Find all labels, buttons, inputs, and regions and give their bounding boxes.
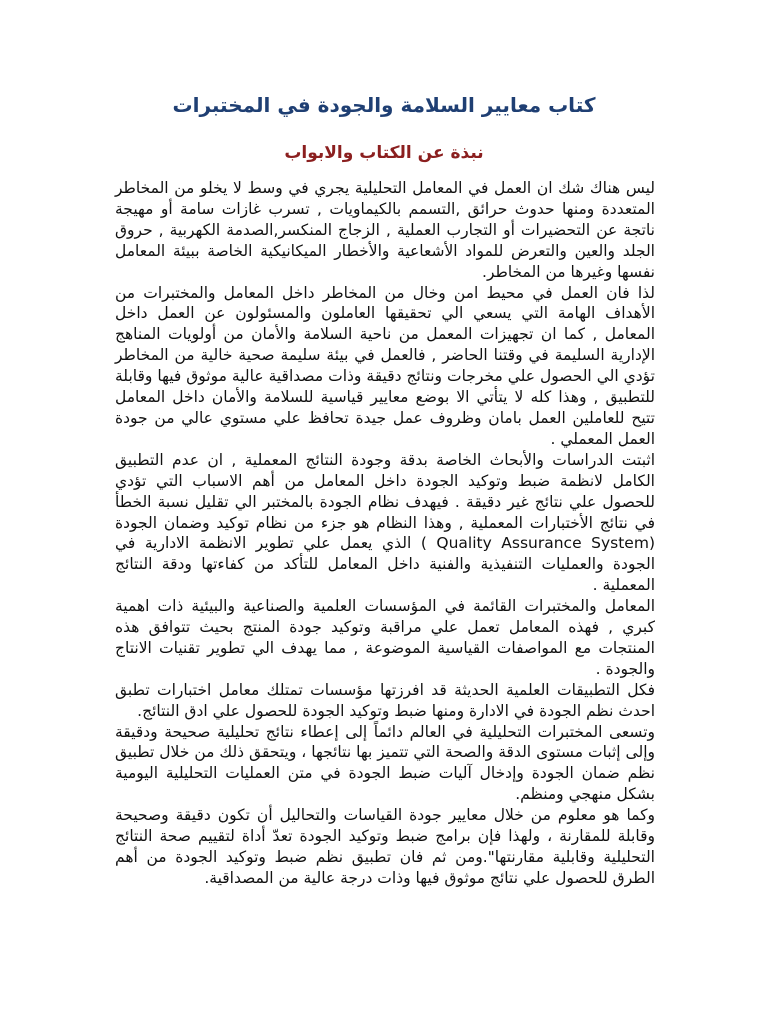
section-heading: نبذة عن الكتاب والابواب xyxy=(284,143,484,163)
paragraph-labs-importance: المعامل والمختبرات القائمة في المؤسسات العلمية والصناعية والبيئية ذات اهمية كبري , فهذه المعامل تعمل علي مراقبة وتوكيد جودة المنتج بحيث تتوافق هذه المنتجات مع المواصفات القياسية الموضوعة , مما يهدف الي تطوير تقنيات الانتاج والجودة . xyxy=(115,597,655,678)
document-title: كتاب معايير السلامة والجودة في المختبرات xyxy=(172,93,596,117)
paragraph-intro: ليس هناك شك ان العمل في المعامل التحليلية يجري في وسط لا يخلو من المخاطر المتعددة ومنها حدوث حرائق ,التسمم بالكيماويات , تسرب غازات سامة أو مهيجة ناتجة عن التحضيرات أو التجارب العملية , الزجاج المنكسر,الصدمة الكهربية , حروق الجلد والعين والتعرض للمواد الأشعاعية والأخطار الميكانيكية الخاصة ببيئة المعامل نفسها وغيرها من المخاطر. xyxy=(115,179,655,281)
document-body xyxy=(115,178,655,889)
paragraph-quality-system: اثبتت الدراسات والأبحاث الخاصة بدقة وجودة النتائج المعملية , ان عدم التطبيق الكامل لانظمة ضبط وتوكيد الجودة داخل المعامل من أهم الاسباب التي تؤدي للحصول علي نتائج غير دقيقة . فيهدف نظام الجودة بالمختبر الي تقليل نسبة الخطأ في نتائج الأختبارات المعملية , وهذا النظام هو جزء من نظام توكيد وضمان الجودة (Quality Assurance System ) الذي يعمل علي تطوير الانظمة الادارية في الجودة والعمليات التنفيذية والفنية داخل المعامل للتأكد من كفاءتها ودقة النتائج المعملية . xyxy=(115,450,655,595)
paragraph-conclusion: وكما هو معلوم من خلال معايير جودة القياسات والتحاليل أن تكون دقيقة وصحيحة وقابلة للمقارنة ، ولهذا فإن برامج ضبط وتوكيد الجودة تعدّ أداة لتقييم صحة النتائج التحليلية وقابلية مقارنتها".ومن ثم فان تطبيق نظم ضبط وتوكيد الجودة من أهم الطرق للحصول علي نتائج موثوق فيها وذات درجة عالية من المصداقية. xyxy=(115,806,655,887)
paragraph-applications: فكل التطبيقات العلمية الحديثة قد افرزتها مؤسسات تمتلك معامل اختبارات تطبق احدث نظم الجودة في الادارة ومنها ضبط وتوكيد الجودة للحصول علي ادق النتائج. xyxy=(115,680,655,720)
paragraph-safety: لذا فان العمل في محيط امن وخال من المخاطر داخل المعامل والمختبرات من الأهداف الهامة التي يسعي الي تحقيقها العاملون والمسئولون عن العمل داخل المعامل , كما ان تجهيزات المعمل من ناحية السلامة والأمان من أولويات المناهج الإدارية السليمة في وقتنا الحاضر , فالعمل في بيئة سليمة صحية خالية من المخاطر تؤدي الي الحصول علي مخرجات ونتائج دقيقة وذات مصداقية عالية موثوق فيها وقابلة للتطبيق , وهذا كله لا يتأتي الا بوضع معايير قياسية للسلامة والأمان داخل المعامل تتيح للعاملين العمل بامان وظروف عمل جيدة تحافظ علي مستوي عالي من جودة العمل المعملي . xyxy=(115,283,655,448)
paragraph-analytical-labs: وتسعى المختبرات التحليلية في العالم دائماً إلى إعطاء نتائج تحليلية صحيحة ودقيقة وإلى إثبات مستوى الدقة والصحة التي تتميز بها نتائجها ، ويتحقق ذلك من خلال تطبيق نظم ضمان الجودة وإدخال آليات ضبط الجودة في متن العمليات التحليلية اليومية بشكل منهجي ومنظم. xyxy=(115,722,655,804)
